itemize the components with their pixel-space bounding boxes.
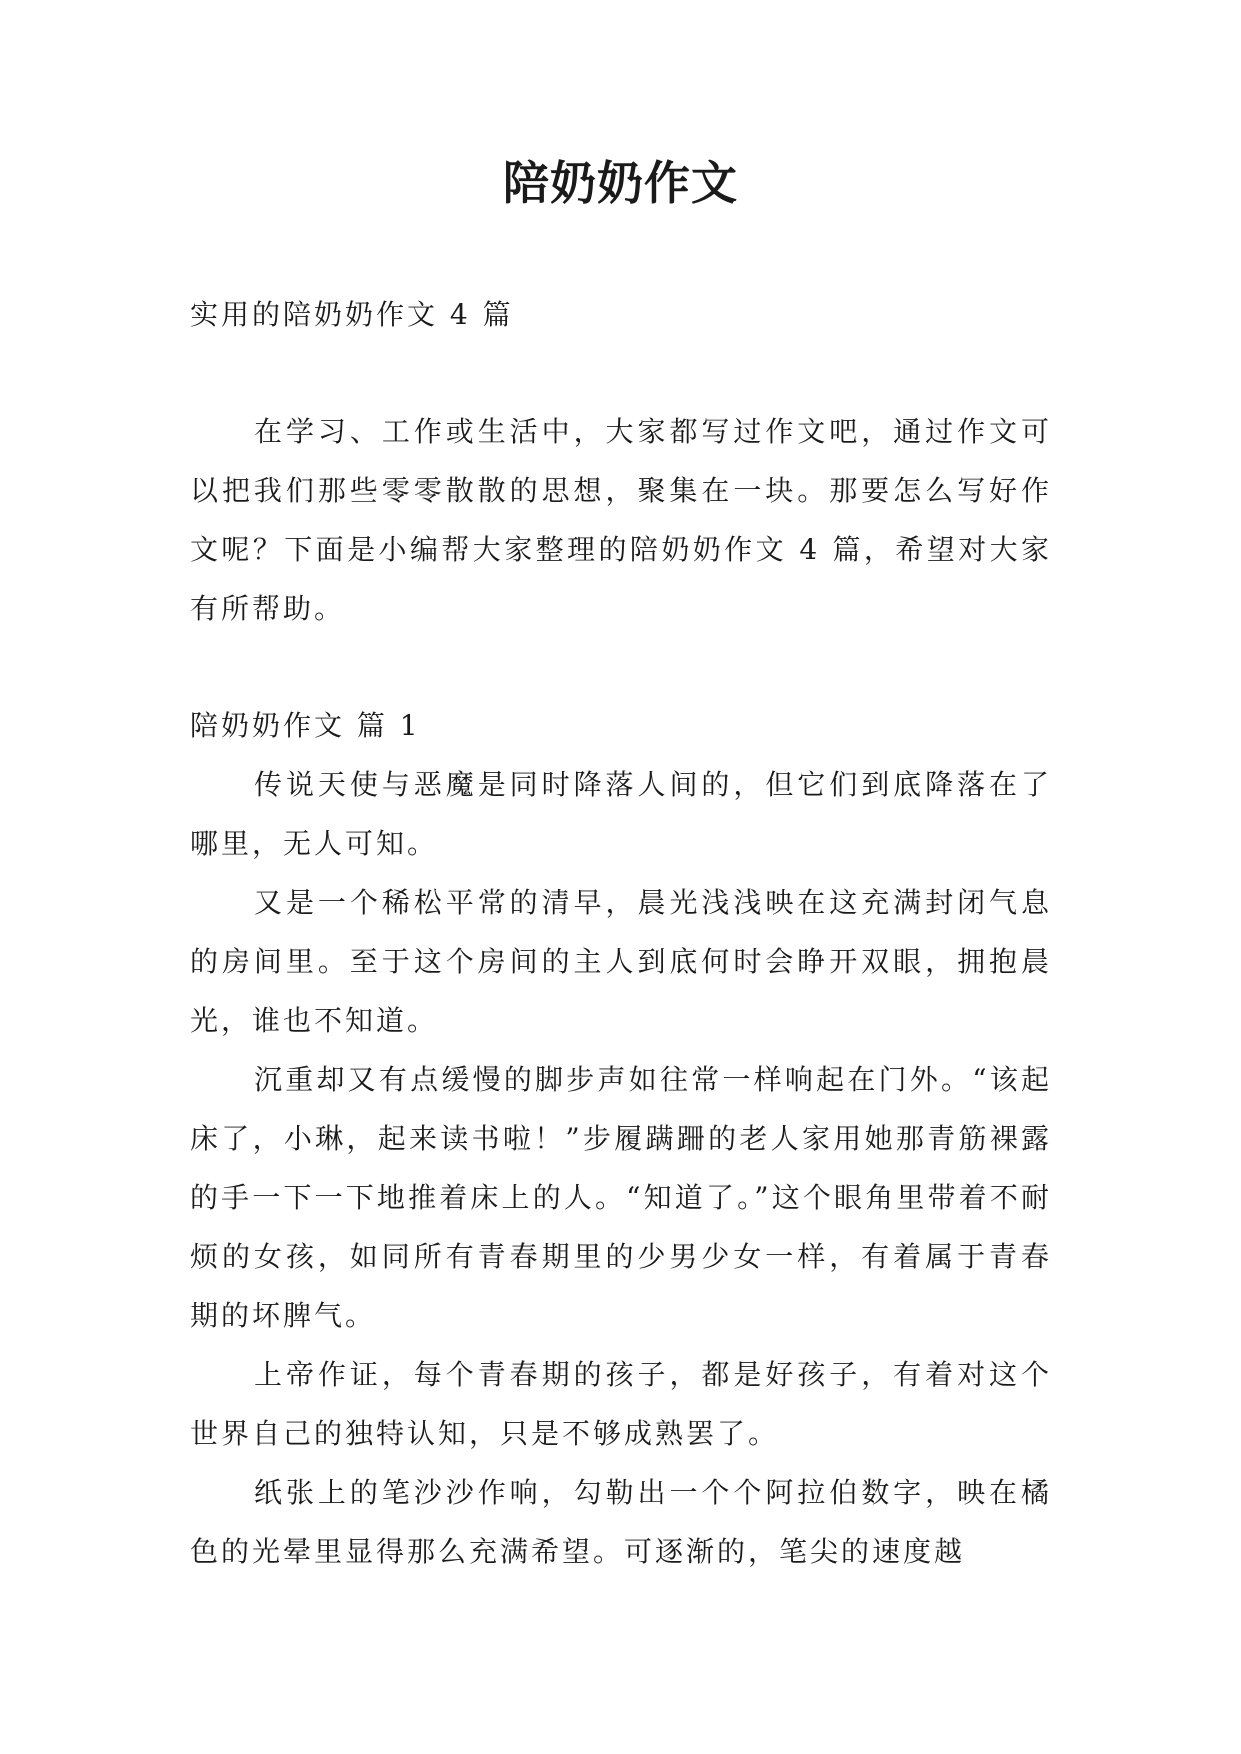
- intro-paragraph: 在学习、工作或生活中，大家都写过作文吧，通过作文可以把我们那些零零散散的思想，聚集在一块。那要怎么写好作文呢？下面是小编帮大家整理的陪奶奶作文 4 篇，希望对大家有所帮助。: [190, 415, 1052, 625]
- document-subtitle: 实用的陪奶奶作文 4 篇: [190, 298, 514, 331]
- body-paragraph: 上帝作证，每个青春期的孩子，都是好孩子，有着对这个世界自己的独特认知，只是不够成熟罢了。: [190, 1358, 1052, 1450]
- document-body: [190, 285, 1052, 1581]
- body-paragraph: 又是一个稀松平常的清早，晨光浅浅映在这充满封闭气息的房间里。至于这个房间的主人到底何时会睁开双眼，拥抱晨光，谁也不知道。: [190, 886, 1052, 1037]
- section-heading: 陪奶奶作文 篇 1: [190, 709, 421, 742]
- body-paragraph: 纸张上的笔沙沙作响，勾勒出一个个阿拉伯数字，映在橘色的光晕里显得那么充满希望。可逐渐的，笔尖的速度越: [190, 1476, 1052, 1568]
- body-paragraph: 沉重却又有点缓慢的脚步声如往常一样响起在门外。“该起床了，小琳，起来读书啦！”步履蹒跚的老人家用她那青筋裸露的手一下一下地推着床上的人。“知道了。”这个眼角里带着不耐烦的女孩，如同所有青春期里的少男少女一样，有着属于青春期的坏脾气。: [190, 1063, 1052, 1332]
- body-paragraph: 传说天使与恶魔是同时降落人间的，但它们到底降落在了哪里，无人可知。: [190, 768, 1052, 860]
- page-title: 陪奶奶作文: [503, 156, 738, 210]
